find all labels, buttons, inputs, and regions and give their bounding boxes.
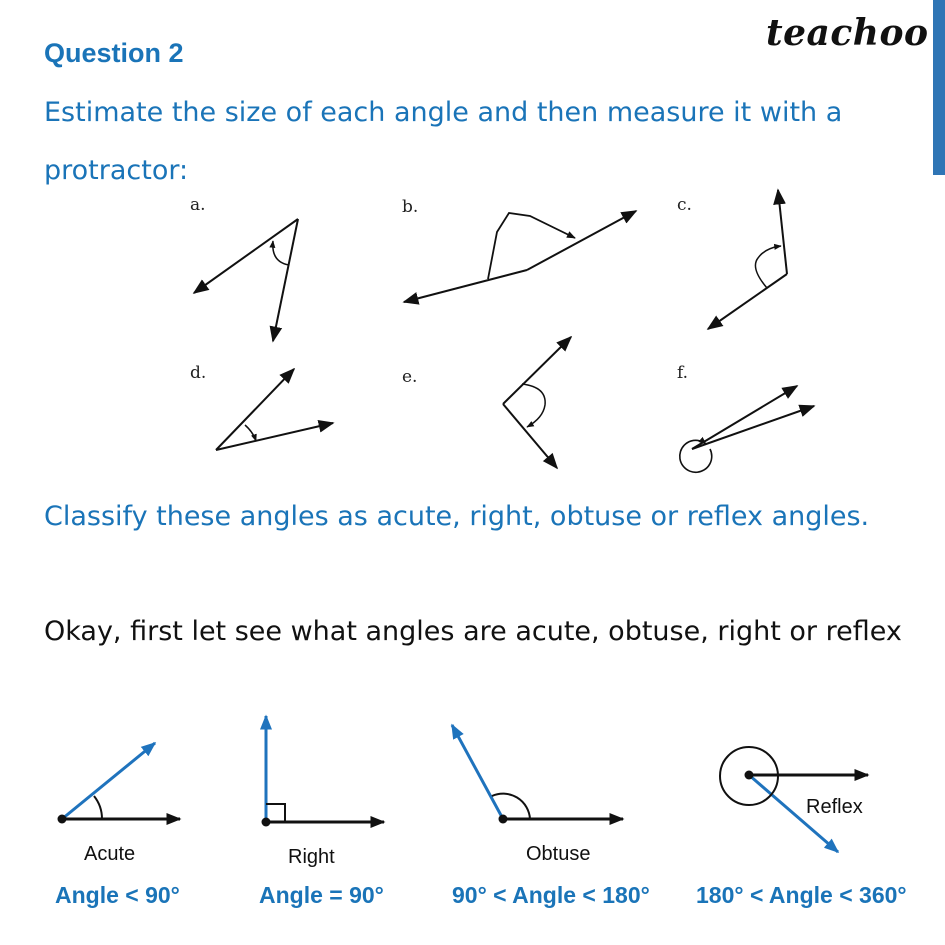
figure-label-a: a. xyxy=(190,195,206,215)
angle-figure-a xyxy=(194,219,298,341)
question-title: Question 2 xyxy=(44,38,184,68)
reflex-condition: 180° < Angle < 360° xyxy=(696,882,907,908)
brand-logo: teachoo xyxy=(766,12,929,54)
right-condition: Angle = 90° xyxy=(259,882,384,908)
figure-label-e: e. xyxy=(402,367,418,387)
figure-label-b: b. xyxy=(402,197,419,217)
right-label: Right xyxy=(288,846,335,868)
figure-label-d: d. xyxy=(190,363,207,383)
classify-instruction: Classify these angles as acute, right, obtuse or reflex angles. xyxy=(44,501,870,532)
angle-figure-b xyxy=(404,211,636,302)
angle-figure-d xyxy=(216,369,333,450)
angle-figure-f xyxy=(680,386,814,472)
acute-label: Acute xyxy=(84,843,136,865)
angle-figure-e xyxy=(503,337,571,468)
question-line-2: protractor: xyxy=(44,155,189,186)
reflex-label: Reflex xyxy=(806,796,863,818)
right-angle-diagram xyxy=(262,716,385,827)
obtuse-condition: 90° < Angle < 180° xyxy=(452,882,650,908)
explanation-text: Okay, first let see what angles are acute, obtuse, right or reflex xyxy=(44,616,902,647)
acute-angle-diagram xyxy=(58,743,181,824)
obtuse-angle-diagram xyxy=(452,725,623,824)
figure-label-f: f. xyxy=(677,363,689,383)
figure-label-c: c. xyxy=(677,195,692,215)
acute-condition: Angle < 90° xyxy=(55,882,180,908)
question-line-1: Estimate the size of each angle and then measure it with a xyxy=(44,97,843,128)
obtuse-label: Obtuse xyxy=(526,843,591,865)
angle-figure-c xyxy=(708,190,787,329)
